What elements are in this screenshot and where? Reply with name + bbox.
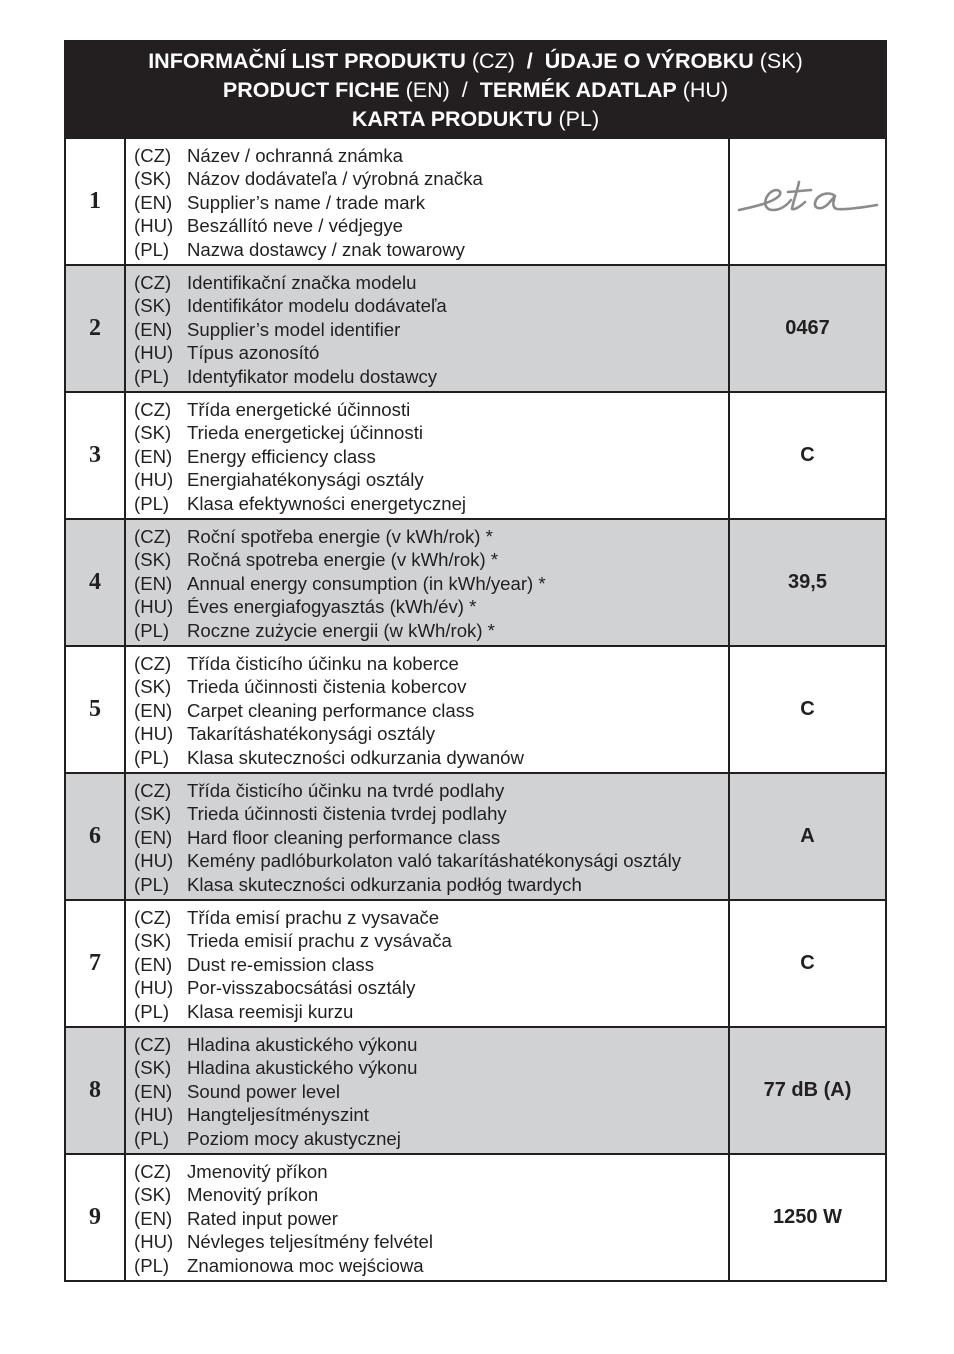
language-code: (PL) (134, 1000, 170, 1022)
language-code: (EN) (134, 699, 173, 721)
language-code: (PL) (134, 619, 170, 641)
label-line (134, 548, 728, 571)
label-text: Supplier’s model identifier (187, 318, 401, 340)
header-segment: (EN) (399, 78, 450, 102)
label-text: Energiahatékonysági osztály (187, 469, 424, 491)
language-code: (EN) (134, 1080, 173, 1102)
label-line (134, 1207, 728, 1230)
language-code: (EN) (134, 318, 173, 340)
label-text: Beszállító neve / védjegye (187, 215, 404, 237)
label-line (134, 779, 728, 802)
header-segment: (HU) (676, 78, 729, 102)
label-line (134, 167, 728, 190)
label-text: Dust re-emission class (187, 953, 375, 975)
label-text: Třída energetické účinnosti (187, 399, 411, 420)
label-line (134, 398, 728, 421)
label-text: Hladina akustického výkonu (187, 1034, 418, 1055)
language-code: (CZ) (134, 399, 172, 420)
language-code: (PL) (134, 238, 170, 260)
table-row (65, 265, 886, 392)
label-line (134, 906, 728, 929)
language-code: (SK) (134, 930, 172, 952)
language-code: (EN) (134, 1207, 173, 1229)
language-code: (SK) (134, 422, 172, 444)
row-value: 0467 (729, 265, 886, 392)
label-line (134, 595, 728, 618)
label-text: Takarításhatékonysági osztály (187, 723, 436, 745)
header-line-2 (66, 76, 885, 105)
label-text: Energy efficiency class (187, 445, 376, 467)
language-code: (CZ) (134, 780, 172, 801)
header-segment: INFORMAČNÍ LIST PRODUKTU (148, 49, 466, 73)
language-code: (HU) (134, 1231, 174, 1253)
label-text: Jmenovitý příkon (187, 1161, 328, 1182)
label-text: Rated input power (187, 1207, 338, 1229)
header-segment: / (514, 49, 545, 73)
row-labels (125, 1027, 729, 1154)
label-text: Trieda energetickej účinnosti (187, 422, 423, 444)
header-segment: (SK) (753, 49, 803, 73)
language-code: (SK) (134, 676, 172, 698)
language-code: (CZ) (134, 272, 172, 293)
label-line (134, 1127, 728, 1150)
language-code: (EN) (134, 445, 173, 467)
table-row (65, 519, 886, 646)
language-code: (HU) (134, 977, 174, 999)
label-text: Trieda emisií prachu z vysávača (187, 930, 452, 952)
label-line (134, 1183, 728, 1206)
label-text: Hard floor cleaning performance class (187, 826, 501, 848)
label-line (134, 271, 728, 294)
language-code: (HU) (134, 850, 174, 872)
header-segment: (PL) (552, 107, 600, 131)
language-code: (SK) (134, 1057, 172, 1079)
language-code: (HU) (134, 215, 174, 237)
header-segment: KARTA PRODUKTU (351, 107, 553, 131)
label-text: Trieda účinnosti čistenia tvrdej podlahy (187, 803, 507, 825)
label-line (134, 722, 728, 745)
label-line (134, 1103, 728, 1126)
label-line (134, 953, 728, 976)
language-code: (PL) (134, 492, 170, 514)
row-labels (125, 392, 729, 519)
header-segment: ÚDAJE O VÝROBKU (544, 49, 754, 73)
table-row (65, 773, 886, 900)
label-line (134, 445, 728, 468)
label-text: Supplier’s name / trade mark (187, 191, 426, 213)
label-text: Nazwa dostawcy / znak towarowy (187, 238, 465, 260)
language-code: (CZ) (134, 526, 172, 547)
row-value: C (729, 900, 886, 1027)
language-code: (HU) (134, 1104, 174, 1126)
fiche-table (64, 137, 887, 1282)
row-number: 9 (65, 1154, 125, 1281)
label-text: Klasa skuteczności odkurzania dywanów (187, 746, 524, 768)
label-line (134, 873, 728, 896)
label-text: Hladina akustického výkonu (187, 1057, 418, 1079)
language-code: (PL) (134, 365, 170, 387)
row-value: C (729, 392, 886, 519)
table-row (65, 138, 886, 265)
label-text: Identyfikator modelu dostawcy (187, 365, 438, 387)
label-line (134, 619, 728, 642)
label-text: Znamionowa moc wejściowa (187, 1254, 424, 1276)
language-code: (PL) (134, 1254, 170, 1276)
language-code: (EN) (134, 572, 173, 594)
row-number: 4 (65, 519, 125, 646)
row-labels (125, 138, 729, 265)
label-line (134, 341, 728, 364)
language-code: (SK) (134, 549, 172, 571)
row-number: 6 (65, 773, 125, 900)
label-line (134, 238, 728, 261)
label-text: Kemény padlóburkolaton való takarításhatékonysági osztály (187, 850, 682, 872)
row-labels (125, 900, 729, 1027)
language-code: (EN) (134, 826, 173, 848)
label-text: Třída čisticího účinku na tvrdé podlahy (187, 780, 505, 801)
label-text: Sound power level (187, 1080, 340, 1102)
language-code: (EN) (134, 191, 173, 213)
label-text: Ročná spotreba energie (v kWh/rok) * (187, 549, 499, 571)
header-segment: TERMÉK ADATLAP (479, 78, 677, 102)
label-line (134, 849, 728, 872)
row-labels (125, 265, 729, 392)
language-code: (CZ) (134, 145, 172, 166)
label-line (134, 1056, 728, 1079)
label-text: Třída čisticího účinku na koberce (187, 653, 459, 674)
language-code: (SK) (134, 803, 172, 825)
label-line (134, 318, 728, 341)
label-line (134, 1160, 728, 1183)
label-text: Názov dodávateľa / výrobná značka (187, 168, 483, 190)
label-line (134, 1080, 728, 1103)
header-segment: PRODUCT FICHE (222, 78, 400, 102)
label-text: Klasa skuteczności odkurzania podłóg twardych (187, 873, 582, 895)
label-line (134, 929, 728, 952)
language-code: (HU) (134, 342, 174, 364)
label-line (134, 525, 728, 548)
label-text: Por-visszabocsátási osztály (187, 977, 416, 999)
row-number: 1 (65, 138, 125, 265)
label-text: Poziom mocy akustycznej (187, 1127, 401, 1149)
header-line-1 (66, 47, 885, 76)
row-value: 1250 W (729, 1154, 886, 1281)
label-text: Carpet cleaning performance class (187, 699, 475, 721)
label-text: Třída emisí prachu z vysavače (187, 907, 440, 928)
row-labels (125, 1154, 729, 1281)
label-line (134, 468, 728, 491)
language-code: (SK) (134, 168, 172, 190)
label-line (134, 214, 728, 237)
header-line-3 (66, 105, 885, 134)
label-line (134, 1230, 728, 1253)
label-text: Menovitý príkon (187, 1184, 319, 1206)
table-row (65, 392, 886, 519)
label-line (134, 699, 728, 722)
product-fiche (64, 40, 887, 1282)
row-value: C (729, 646, 886, 773)
label-text: Klasa efektywności energetycznej (187, 492, 467, 514)
brand-logo-cell (729, 138, 886, 265)
label-text: Éves energiafogyasztás (kWh/év) * (187, 596, 477, 618)
row-value: A (729, 773, 886, 900)
label-line (134, 294, 728, 317)
language-code: (CZ) (134, 907, 172, 928)
language-code: (PL) (134, 873, 170, 895)
label-text: Hangteljesítményszint (187, 1104, 369, 1126)
header-segment: (CZ) (465, 49, 515, 73)
table-row (65, 1154, 886, 1281)
label-line (134, 1254, 728, 1277)
label-text: Klasa reemisji kurzu (187, 1000, 354, 1022)
label-line (134, 191, 728, 214)
label-line (134, 1000, 728, 1023)
language-code: (EN) (134, 953, 173, 975)
table-row (65, 900, 886, 1027)
language-code: (SK) (134, 295, 172, 317)
language-code: (PL) (134, 746, 170, 768)
row-number: 3 (65, 392, 125, 519)
fiche-header (64, 40, 887, 137)
label-text: Identifikační značka modelu (187, 272, 417, 293)
language-code: (HU) (134, 723, 174, 745)
label-line (134, 365, 728, 388)
label-text: Název / ochranná známka (187, 145, 404, 166)
label-line (134, 144, 728, 167)
row-number: 8 (65, 1027, 125, 1154)
label-text: Identifikátor modelu dodávateľa (187, 295, 447, 317)
row-value: 39,5 (729, 519, 886, 646)
label-text: Annual energy consumption (in kWh/year) * (187, 572, 546, 594)
label-line (134, 1033, 728, 1056)
label-line (134, 421, 728, 444)
row-labels (125, 519, 729, 646)
language-code: (CZ) (134, 1034, 172, 1055)
language-code: (HU) (134, 469, 174, 491)
header-segment: / (449, 78, 480, 102)
label-text: Típus azonosító (187, 342, 320, 364)
language-code: (CZ) (134, 653, 172, 674)
label-line (134, 826, 728, 849)
label-line (134, 746, 728, 769)
label-line (134, 976, 728, 999)
table-row (65, 646, 886, 773)
language-code: (PL) (134, 1127, 170, 1149)
eta-logo-icon (733, 172, 883, 226)
label-line (134, 492, 728, 515)
label-text: Roční spotřeba energie (v kWh/rok) * (187, 526, 493, 547)
row-labels (125, 773, 729, 900)
label-text: Trieda účinnosti čistenia kobercov (187, 676, 467, 698)
row-number: 2 (65, 265, 125, 392)
label-line (134, 572, 728, 595)
language-code: (HU) (134, 596, 174, 618)
row-labels (125, 646, 729, 773)
language-code: (SK) (134, 1184, 172, 1206)
label-text: Névleges teljesítmény felvétel (187, 1231, 433, 1253)
row-value: 77 dB (A) (729, 1027, 886, 1154)
label-line (134, 675, 728, 698)
label-line (134, 652, 728, 675)
table-row (65, 1027, 886, 1154)
language-code: (CZ) (134, 1161, 172, 1182)
row-number: 5 (65, 646, 125, 773)
label-line (134, 802, 728, 825)
label-text: Roczne zużycie energii (w kWh/rok) * (187, 619, 495, 641)
row-number: 7 (65, 900, 125, 1027)
